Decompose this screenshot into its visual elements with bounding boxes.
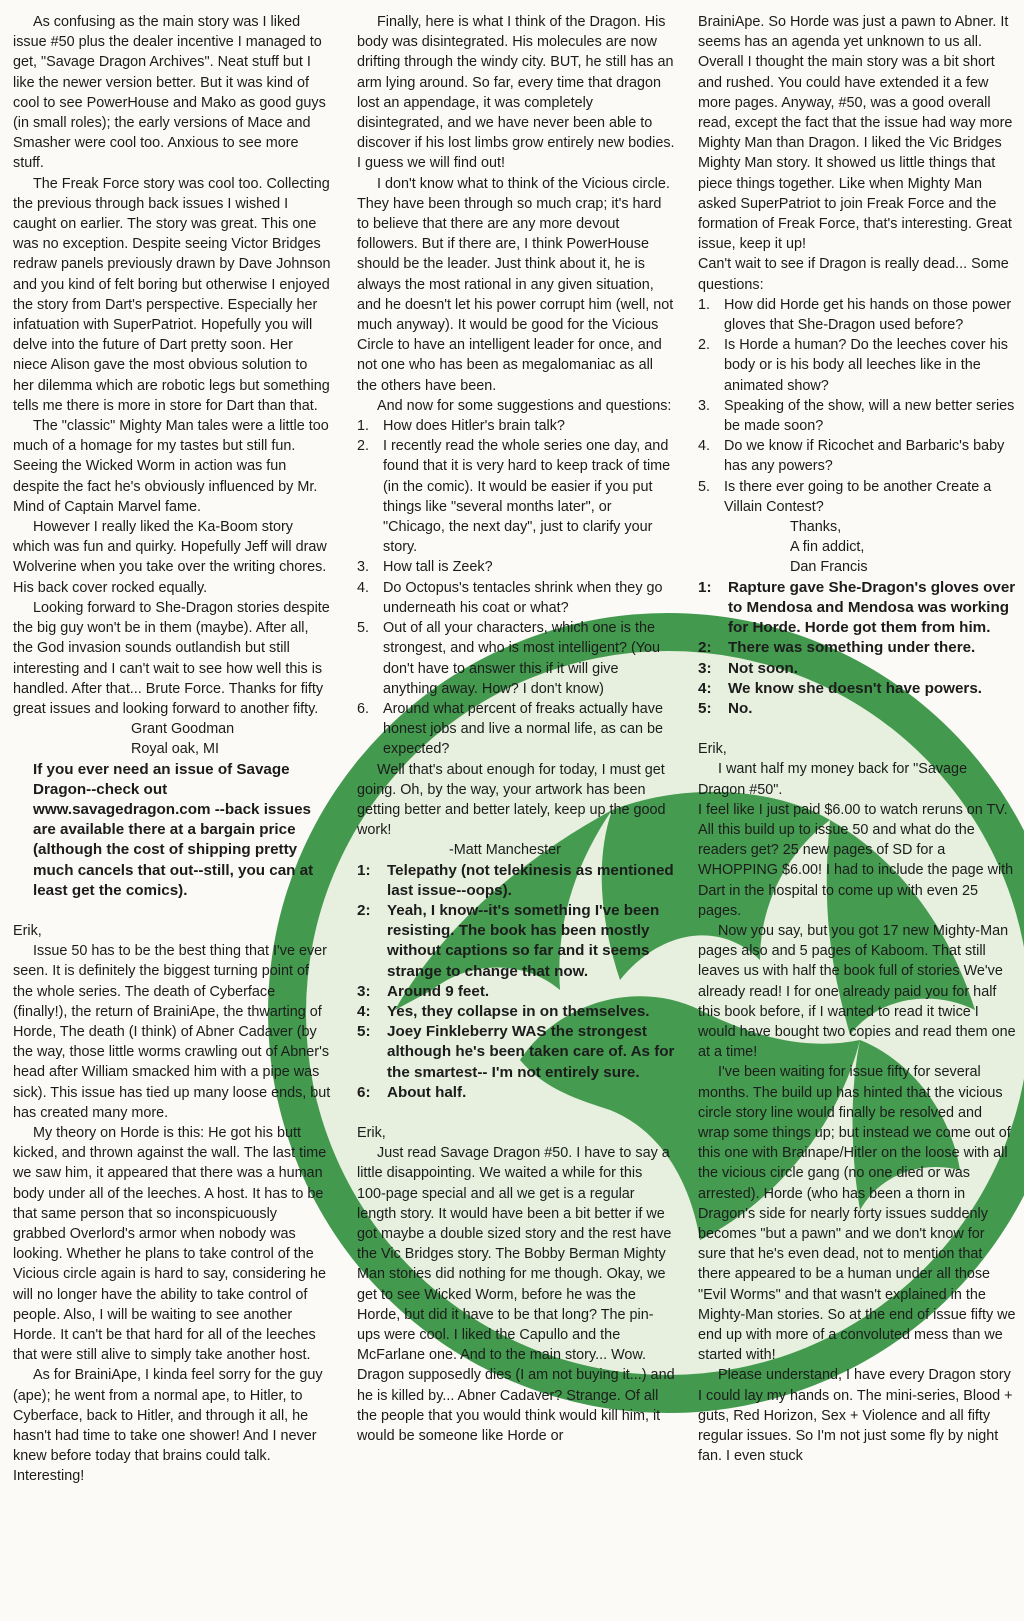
- answer-text: Yeah, I know--it's something I've been resisting. The book has been mostly without captions so far and it seems strange to change that now.: [387, 901, 660, 980]
- letter3-signature-line: Thanks,: [790, 519, 842, 536]
- list-item: [357, 557, 675, 577]
- list-text: Out of all your characters, which one is the strongest, and who is most intelligent? (You don't have to answer this if it will give anything away. How? I don't know): [383, 620, 661, 697]
- letter4-paragraph: Please understand, I have every Dragon story I could lay my hands on. The mini-series, Blood + guts, Red Horizon, Sex + Violence and all fifty regular issues. So I'm not just some fly by night fan. I even stuck: [698, 1367, 1013, 1465]
- letter3-signature-line: A fin addict,: [790, 539, 865, 556]
- editor-reply: If you ever need an issue of Savage Dragon--check out www.savagedragon.com --back issues are available there at a bargain price (although the cost of shipping pretty much cancels that out--still, you can at least get the comics).: [33, 760, 314, 899]
- letter3-signature-line: Dan Francis: [790, 559, 868, 576]
- answer-item: [698, 659, 1016, 679]
- letter3-paragraph: BrainiApe. So Horde was just a pawn to Abner. It seems has an agenda yet unknown to us all. Overall I thought the main story was a bit short and rushed. You could have extended it a few more pages. Anyway, #50, was a good overall read, except the fact that the issue had way more Mighty Man than Dragon. I liked the Vic Bridges Mighty Man story. It showed us little things that piece things together. Like when Mighty Man asked SuperPatriot to join Freak Force and the formation of Freak Force, that's interesting. Great issue, keep it up!: [698, 14, 1013, 253]
- answer-item: [698, 699, 1016, 719]
- letter4-paragraph: Now you say, but you got 17 new Mighty-Man pages also and 5 pages of Kaboom. That still leaves us with half the book full of stories We've already read! I for one already paid you for half this book before, if I wanted to read it twice I would have bought two copies and read them one at a time!: [698, 922, 1016, 1061]
- letter2-signature: -Matt Manchester: [449, 842, 561, 859]
- list-text: Speaking of the show, will a new better series be made soon?: [724, 397, 1015, 435]
- editor-answer-list: [698, 578, 1016, 719]
- list-text: Is Horde a human? Do the leeches cover his body or is his body all leeches like in the animated show?: [724, 337, 1008, 394]
- column-right: [698, 12, 1016, 1466]
- list-item: [357, 699, 675, 760]
- letter1-paragraph: The "classic" Mighty Man tales were a little too much of a homage for my tastes but still fun. Seeing the Wicked Worm in action was fun despite the fact he's obviously influenced by Mr. Mind of Captain Marvel fame.: [13, 418, 329, 515]
- column-left: [13, 12, 331, 1487]
- list-number: 6.: [357, 700, 370, 717]
- answer-text: Around 9 feet.: [387, 982, 490, 1000]
- answer-item: [698, 578, 1016, 639]
- list-item: [698, 335, 1016, 396]
- letter4-paragraph: I feel like I just paid $6.00 to watch reruns on TV. All this build up to issue 50 and what do the readers get? 25 new pages of SD for a WHOPPING $6.00! I had to include the page with Dart in the hospital to come up with even 25 pages.: [698, 801, 1014, 919]
- list-item: [698, 396, 1016, 436]
- list-item: [357, 416, 675, 436]
- column-middle: [357, 12, 675, 1446]
- list-number: 3.: [357, 559, 370, 576]
- editor-answer-list: [357, 861, 675, 1103]
- answer-number: 6:: [357, 1083, 371, 1101]
- answer-number: 1:: [357, 861, 371, 879]
- answer-number: 5:: [357, 1023, 371, 1041]
- letter1-paragraph: Looking forward to She-Dragon stories despite the big guy won't be in them (maybe). After all, the God invasion sounds outlandish but still interesting and I can't wait to see how well this is handled. After that... Brute Force. Thanks for fifty great issues and looking forward to another fifty.: [13, 599, 330, 717]
- list-number: 5.: [698, 478, 711, 495]
- letter2-paragraph: Well that's about enough for today, I must get going. Oh, by the way, your artwork has been getting better and better lately, keep up the good work!: [357, 761, 666, 839]
- letter2-paragraph: I don't know what to think of the Vicious circle. They have been through so much crap; it's hard to believe that there are any more devout followers. But if there are, I think PowerHouse should be the leader. Just think about it, he is always the most rational in any given situation, and he doesn't let his power corrupt him (well, not much anyway). It would be good for the Vicious Circle to have an intelligent leader for once, and not one who has been as megalomaniac as all the others have been.: [357, 175, 674, 394]
- letter4-paragraph: I want half my money back for "Savage Dragon #50".: [698, 761, 968, 798]
- list-item: [698, 436, 1016, 476]
- list-number: 5.: [357, 620, 370, 637]
- answer-item: [357, 901, 675, 982]
- answer-number: 5:: [698, 699, 712, 717]
- letter2-salutation: Erik,: [13, 922, 42, 939]
- letter3-paragraph: Can't wait to see if Dragon is really dead... Some questions:: [698, 256, 1009, 293]
- answer-text: About half.: [387, 1083, 467, 1101]
- list-text: How tall is Zeek?: [383, 559, 493, 576]
- letter2-question-list: [357, 416, 675, 759]
- letter1-paragraph: As confusing as the main story was I liked issue #50 plus the dealer incentive I managed to get, "Savage Dragon Archives". Neat stuff but I like the newer version better. But it was kind of cool to see PowerHouse and Mako as good guys (in small roles); the early versions of Mace and Smasher were cool too. Anxious to see more stuff.: [13, 14, 326, 172]
- answer-text: Joey Finkleberry WAS the strongest although he's been taken care of. As for the smartest-- I'm not entirely sure.: [387, 1023, 675, 1081]
- letter4-paragraph: I've been waiting for issue fifty for several months. The build up has hinted that the vicious circle story line would finally be resolved and wrap some things up; but instead we come out of this one with Brainape/Hitler on the loose with all the vicious circle gang (no one died or was arrested). Horde (who has been a thorn in Dragon's side for nearly forty issues suddenly becomes "but a pawn" and we don't know for sure that he's even dead, not to mention that there appeared to be a human under all those "Evil Worms" and that wasn't explained in the Mighty-Man stories. So at the end of issue fifty we end up with more of a convoluted mess than we started with!: [698, 1064, 1016, 1364]
- list-text: Is there ever going to be another Create a Villain Contest?: [724, 478, 992, 515]
- answer-number: 4:: [357, 1002, 371, 1020]
- answer-number: 1:: [698, 578, 712, 596]
- list-number: 2.: [357, 438, 370, 455]
- letter1-paragraph: However I really liked the Ka-Boom story which was fun and quirky. Hopefully Jeff will draw Wolverine when you take over the writing chores. His back cover rocked equally.: [13, 519, 327, 596]
- letter2-paragraph: My theory on Horde is this: He got his butt kicked, and thrown against the wall. The last time we saw him, it appeared that there was a human body under all of the leeches. A host. It has to be that same person that so inconspicuously grabbed Overlord's armor when nobody was looking. Whether he plans to take control of the Vicious circle again is hard to say, considering he will no longer have the ability to take control of people. Also, I will be waiting to see another Horde. It can't be that hard for all of the leeches that were still alive to simply take another host.: [13, 1124, 327, 1364]
- list-number: 2.: [698, 337, 711, 354]
- answer-item: [357, 982, 675, 1002]
- answer-text: Rapture gave She-Dragon's gloves over to Mendosa and Mendosa was working for Horde. Horde got them from him.: [728, 578, 1016, 637]
- list-text: Around what percent of freaks actually have honest jobs and live a normal life, as can be expected?: [383, 700, 663, 758]
- list-number: 4.: [357, 579, 370, 596]
- answer-number: 3:: [698, 659, 712, 677]
- answer-text: Telepathy (not telekinesis as mentioned last issue--oops).: [387, 861, 674, 899]
- letter1-paragraph: The Freak Force story was cool too. Collecting the previous through back issues I wished I caught on earlier. The story was great. This one was no exception. Despite seeing Victor Bridges redraw panels previously drawn by Dave Johnson and you kind of felt boring but otherwise I enjoyed the story from Dart's perspective. Especially her infatuation with SuperPatriot. Hopefully you will delve into the future of Dart pretty soon. Her niece Alison gave the most obvious solution to her dilemma which are robotic legs but something tells me there is more in store for Dart than that.: [13, 175, 331, 414]
- list-item: [698, 477, 1016, 517]
- letter2-paragraph: And now for some suggestions and questions:: [377, 397, 672, 414]
- list-text: Do Octopus's tentacles shrink when they go underneath his coat or what?: [383, 579, 663, 616]
- answer-number: 3:: [357, 982, 371, 1000]
- letter1-signature-place: Royal oak, MI: [131, 741, 219, 758]
- letter4-salutation: Erik,: [698, 741, 727, 758]
- answer-text: No.: [728, 699, 753, 717]
- list-number: 1.: [698, 296, 711, 313]
- answer-text: Not soon.: [728, 659, 799, 677]
- list-text: How did Horde get his hands on those power gloves that She-Dragon used before?: [724, 296, 1012, 334]
- answer-text: We know she doesn't have powers.: [728, 679, 982, 697]
- answer-number: 4:: [698, 679, 712, 697]
- list-item: [357, 578, 675, 618]
- answer-item: [698, 638, 1016, 658]
- answer-text: Yes, they collapse in on themselves.: [387, 1002, 650, 1020]
- list-number: 3.: [698, 397, 711, 414]
- list-item: [698, 295, 1016, 335]
- list-number: 4.: [698, 438, 711, 455]
- letter2-paragraph: Issue 50 has to be the best thing that I've ever seen. It is definitely the biggest turning point of the whole series. The death of Cyberface (finally!), the return of BrainiApe, the thwarting of Horde, The death (I think) of Abner Cadaver (by the way, those little worms crawling out of Abner's head after William smacked him with a pipe was sick). This issue has tied up many loose ends, but has created many more.: [13, 943, 331, 1121]
- letter1-signature-name: Grant Goodman: [131, 721, 235, 738]
- letter3-salutation: Erik,: [357, 1124, 386, 1141]
- list-text: Do we know if Ricochet and Barbaric's baby has any powers?: [724, 438, 1005, 475]
- answer-item: [357, 1022, 675, 1083]
- list-item: [357, 436, 675, 557]
- answer-number: 2:: [357, 901, 371, 919]
- letter2-paragraph: As for BrainiApe, I kinda feel sorry for the guy (ape); he went from a normal ape, to Hitler, to Cyberface, back to Hitler, and through it all, he hasn't had time to take one shower! And I never knew before today that brains could talk. Interesting!: [13, 1367, 323, 1485]
- answer-item: [357, 1083, 675, 1103]
- list-number: 1.: [357, 418, 370, 435]
- list-item: [357, 618, 675, 699]
- answer-item: [698, 679, 1016, 699]
- letter3-question-list: [698, 295, 1016, 517]
- answer-item: [357, 1002, 675, 1022]
- list-text: I recently read the whole series one day, and found that it is very hard to keep track of time (in the comic). It would be easier if you put things like "several months later", or "Chicago, the next day", just to clarify your story.: [383, 438, 671, 556]
- list-text: How does Hitler's brain talk?: [383, 418, 565, 435]
- letter2-paragraph: Finally, here is what I think of the Dragon. His body was disintegrated. His molecules are now drifting through the windy city. BUT, he still has an arm lying around. So far, every time that dragon lost an appendage, it was completely disintegrated, and we have never been able to discover if his lost limbs grow entirely new bodies. I guess we will find out!: [357, 14, 675, 172]
- answer-number: 2:: [698, 639, 712, 657]
- answer-text: There was something under there.: [728, 639, 976, 657]
- answer-item: [357, 861, 675, 901]
- letter3-paragraph: Just read Savage Dragon #50. I have to say a little disappointing. We waited a while for this 100-page special and all we get is a regular length story. It would have been a bit better if we got maybe a double sized story and the rest have the Vic Bridges story. The Bobby Berman Mighty Man stories did nothing for me though. Okay, we get to see Wicked Worm, before he was the Horde, but did it have to be that long? The pin-ups were cool. I liked the Capullo and the McFarlane one. And to the main story... Wow. Dragon supposedly dies (I am not buying it...) and he is killed by... Abner Cadaver? Strange. Of all the people that you would think would kill him, it would be someone like Horde or: [357, 1145, 675, 1445]
